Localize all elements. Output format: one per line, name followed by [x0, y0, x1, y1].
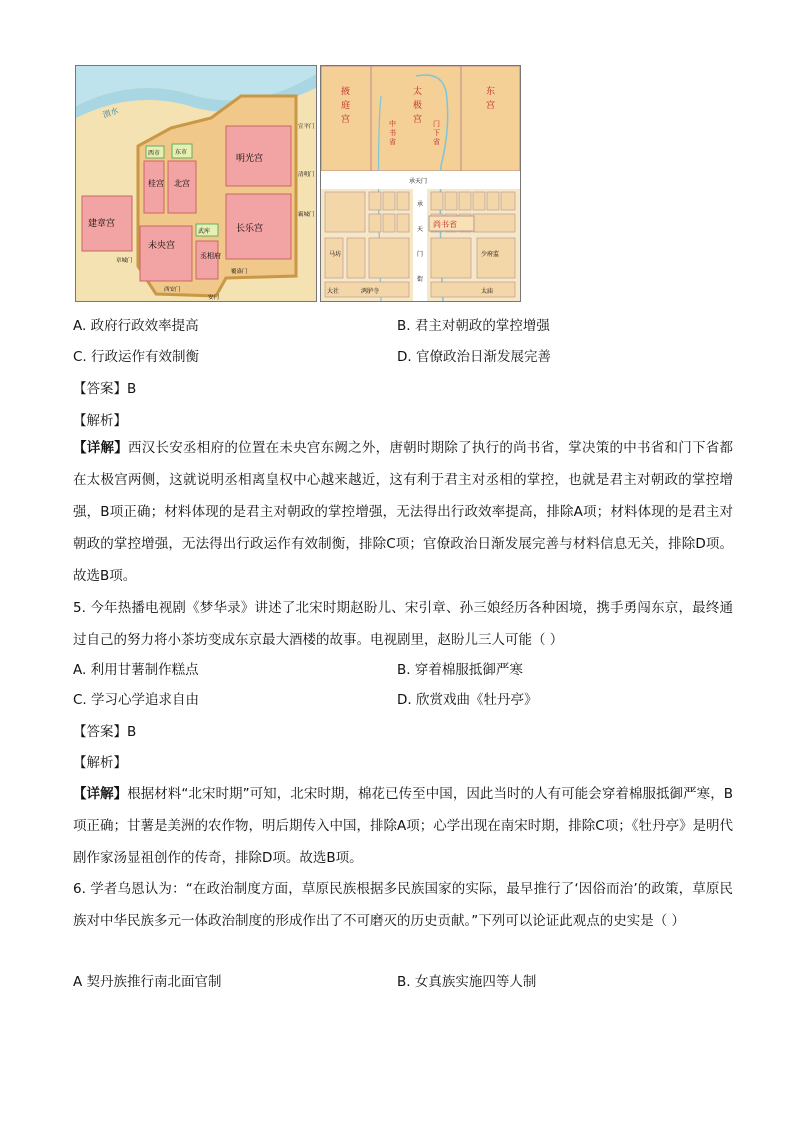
chengtian-gate-label: 承天门: [409, 178, 428, 185]
q4-option-c: C. 行政运作有效制衡: [73, 349, 200, 365]
menxia-label: 门下省: [433, 120, 440, 146]
gate-bacheng: 霸城门: [298, 212, 315, 218]
chengxiang-label: 丞相府: [200, 252, 221, 260]
gate-fuang: 覆盎门: [231, 269, 248, 275]
tang-changan-svg: [321, 66, 520, 301]
taiji-label: 太极宫: [413, 87, 423, 125]
taishe-label: 大社: [327, 288, 340, 295]
bei-label: 北宫: [174, 179, 190, 188]
tang-changan-map: [320, 65, 521, 302]
donggong-label: 东宫: [486, 87, 496, 111]
q6-option-a: A 契丹族推行南北面官制: [73, 974, 222, 990]
river-label: 渭水: [101, 105, 120, 120]
q4-option-a: A. 政府行政效率提高: [73, 318, 199, 334]
q4-option-d: D. 官僚政治日渐发展完善: [397, 349, 551, 365]
q5-stem: 5. 今年热播电视剧《梦华录》讲述了北宋时期赵盼儿、宋引章、孙三娘经历各种困境，携手勇闯东京，最终通过自己的努力将小茶坊变成东京最大酒楼的故事。电视剧里，赵盼儿三人可能（ ）: [73, 600, 733, 648]
map-figure: [75, 65, 521, 302]
yeting-label: 掖庭宫: [341, 87, 351, 125]
q4-analysis-heading: 【解析】: [73, 413, 127, 429]
jianzhang-label: 建章宫: [88, 219, 116, 229]
shangshu-label: 尚书省: [433, 220, 457, 229]
q6-option-b: B. 女真族实施四等人制: [397, 974, 537, 990]
q5-option-c: C. 学习心学追求自由: [73, 692, 200, 708]
q5-answer: 【答案】B: [73, 724, 137, 740]
dongshi-label: 东市: [175, 149, 188, 156]
xishi-label: 西市: [148, 150, 161, 157]
q5-option-d: D. 欣赏戏曲《牡丹亭》: [397, 692, 538, 708]
mingguang-label: 明光宫: [236, 154, 264, 164]
gate-xuanping: 宣平门: [298, 124, 315, 130]
q4-detail-text: 西汉长安丞相府的位置在未央宫东阙之外，唐朝时期除了执行的尚书省，掌决策的中书省和门下省都在太极宫两侧，这就说明丞相离皇权中心越来越近，这有利于君主对丞相的掌控，也就是君主对朝政的掌控增强，B项正确；材料体现的是君主对朝政的掌控增强，无法得出行政效率提高，排除A项；材料体现的是君主对朝政的掌控增强，无法得出行政运作有效制衡，排除C项；官僚政治日渐发展完善与材料信息无关，排除D项。故选B项。: [73, 440, 734, 584]
gate-xian: 西安门: [164, 287, 181, 293]
wuku-label: 武库: [198, 228, 211, 235]
q4-answer: 【答案】B: [73, 381, 137, 397]
taimiao-label: 太庙: [481, 288, 494, 295]
shaofu-label: 少府监: [481, 251, 500, 258]
q4-detail: [73, 432, 733, 592]
gate-anmen: 安门: [208, 295, 220, 301]
gui-label: 桂宫: [148, 179, 164, 188]
q6-stem: 6. 学者乌恩认为：“在政治制度方面，草原民族根据多民族国家的实际，最早推行了‘因俗而治’的政策，草原民族对中华民族多元一体政治制度的形成作出了不可磨灭的历史贡献。”下列可以论证此观点的史实是（ ）: [73, 881, 733, 929]
han-changan-map: [75, 65, 317, 302]
q5-option-b: B. 穿着棉服抵御严寒: [397, 662, 523, 678]
q5-detail-tag: 【详解】: [73, 786, 128, 802]
q4-option-b: B. 君主对朝政的掌控增强: [397, 318, 550, 334]
mafang-label: 马坊: [329, 251, 342, 258]
q5-analysis-heading: 【解析】: [73, 755, 127, 771]
weiyang-label: 未央宫: [148, 241, 176, 251]
q5-detail-text: 根据材料“北宋时期”可知，北宋时期，棉花已传至中国，因此当时的人有可能会穿着棉服抵御严寒，B项正确；甘薯是美洲的农作物，明后期传入中国，排除A项；心学出现在南宋时期，排除C项；《牡丹亭》是明代剧作家汤显祖创作的传奇，排除D项。故选B项。: [73, 786, 734, 866]
han-changan-svg: [76, 66, 316, 301]
gate-zhangcheng: 章城门: [116, 258, 133, 264]
gate-qingming: 清明门: [298, 172, 315, 178]
honglu-label: 鸿胪寺: [361, 288, 380, 295]
street-label: 承天门街: [417, 201, 424, 283]
q5-option-a: A. 利用甘薯制作糕点: [73, 662, 199, 678]
changle-label: 长乐宫: [236, 224, 264, 234]
q4-detail-tag: 【详解】: [73, 440, 129, 456]
zhongshu-label: 中书省: [389, 120, 396, 146]
q5-detail: [73, 778, 733, 874]
